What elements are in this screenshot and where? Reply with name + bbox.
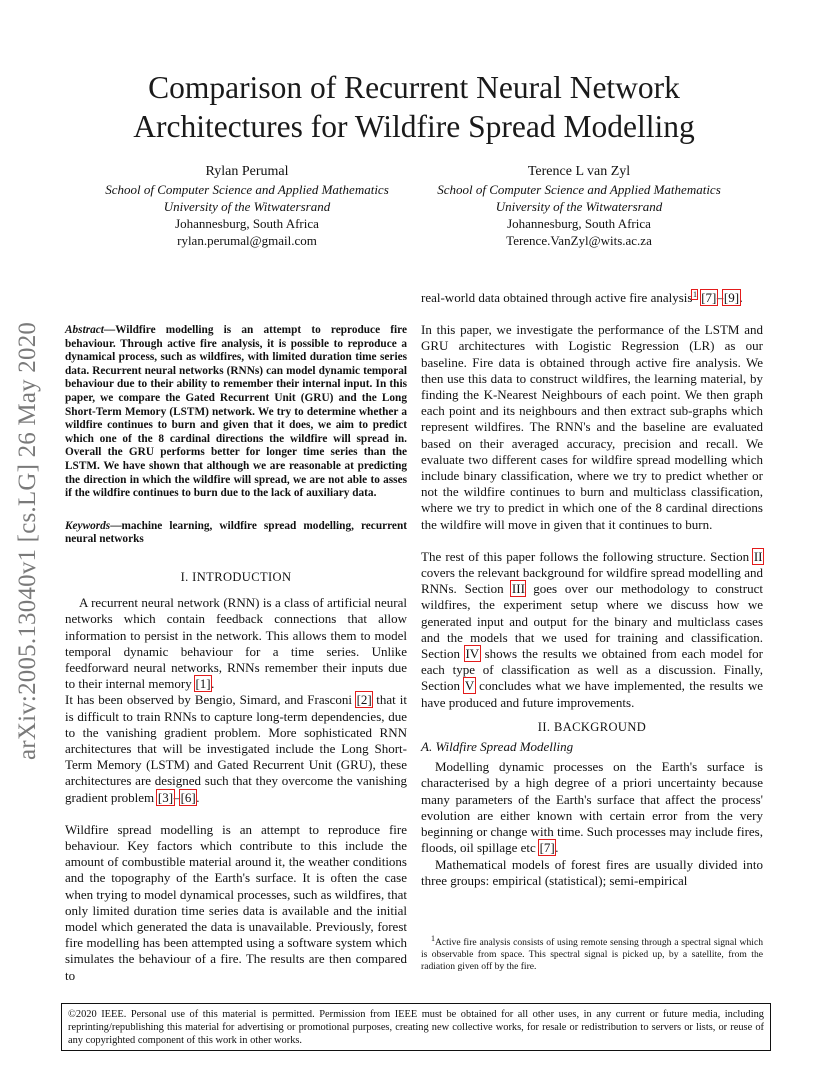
background-paragraph-1 [421,759,763,856]
text-run: . [196,789,200,805]
background-paragraph-2: Mathematical models of forest fires are usually divided into three groups: empirical (statistical); semi-empirical [421,856,763,888]
intro-paragraph-3-continued [421,290,763,306]
section-link[interactable]: V [464,678,475,694]
author-block-1 [82,163,412,249]
citation-link[interactable]: [3] [157,789,174,805]
section-link[interactable]: IV [465,646,480,662]
footnote-link[interactable]: 1 [692,289,697,299]
footnote-mark: 1 [431,933,435,943]
text-run: The rest of this paper follows the following structure. Section [421,548,754,564]
keywords [65,520,407,547]
abstract-text: —Wildfire modelling is an attempt to reproduce fire behaviour. Through active fire analysis, it is possible to reproduce a dynamical process, such as wildfires, with limited duration time series data. Recurrent neural networks (RNNs) can model dynamic temporal behaviour due to their ability to remember their internal input. In this paper, we compare the Gated Recurrent Unit (GRU) and the Long Short-Term Memory (LSTM) network. We try to determine whether a wildfire continues to burn and given that it does, we aim to predict which one of the 8 cardinal directions the wildfire will spread in. Overall the GRU performs better for longer time series than the LSTM. We have shown that although we are reasonable at predicting the direction in which the wildfire will spread, we are not able to asses if the wildfire continues to burn due to the lack of auxiliary data. [65,324,407,500]
footnote-text: Active fire analysis consists of using remote sensing through a spectral signal which is observable from space. This spectral signal is picked up, by a satellite, from the radiation given off by the fire. [421,937,763,972]
author-email[interactable]: Terence.VanZyl@wits.ac.za [506,233,652,248]
text-run: . [211,676,215,692]
author-university: University of the Witwatersrand [495,199,663,214]
paper-title-line-2: Architectures for Wildfire Spread Modelling [133,109,695,144]
text-run: . [739,290,743,305]
text-run: – [716,290,724,305]
author-block-2 [414,163,744,249]
citation-link[interactable]: [6] [180,789,196,805]
citation-link[interactable]: [9] [723,290,740,305]
abstract [65,324,407,501]
subsection-heading-wildfire-spread-modelling: A. Wildfire Spread Modelling [421,739,574,755]
arxiv-stamp: arXiv:2005.13040v1 [cs.LG] 26 May 2020 [14,321,41,760]
section-link[interactable]: II [753,548,763,564]
citation-link[interactable]: [2] [356,692,372,708]
author-email[interactable]: rylan.perumal@gmail.com [177,233,317,248]
text-run: goes over our methodology to construct wildfires, the experiment setup where we discuss how we generated input and output for the binary and multiclass cases and the models that we used for training and classification. Section [421,581,763,662]
citation-link[interactable]: [1] [195,676,211,692]
copyright-notice: ©2020 IEEE. Personal use of this material is permitted. Permission from IEEE must be obtained for all other uses, in any current or future media, including reprinting/republishing this material for advertising or promotional purposes, creating new collective works, for resale or redistribution to servers or lists, or reuse of any copyrighted component of this work in other works. [61,1003,771,1051]
paper-title [60,68,768,146]
author-location: Johannesburg, South Africa [507,216,651,231]
text-run: that it is difficult to train RNNs to capture long-term dependencies, due to the vanishing gradient problem. More sophisticated RNN architectures that will be investigated include the Long Short-Term Memory (LSTM) and Gated Recurrent Unit (GRU), these architectures are designed such that they overcome the vanishing gradient problem [65,692,408,805]
text-run: real-world data obtained through active fire analysis [421,290,693,305]
paper-title-line-1: Comparison of Recurrent Neural Network [148,70,680,105]
intro-paragraph-1 [65,595,407,692]
author-name: Rylan Perumal [205,164,289,179]
author-location: Johannesburg, South Africa [175,216,319,231]
text-run: . [555,840,559,856]
section-link[interactable]: III [511,581,525,597]
left-column [65,290,407,984]
keywords-text: —machine learning, wildfire spread modelling, recurrent neural networks [65,519,407,546]
intro-paragraph-5 [421,549,763,711]
abstract-label: Abstract [65,324,104,336]
section-heading-introduction: I. INTRODUCTION [180,569,292,584]
citation-link[interactable]: [7] [539,840,555,856]
intro-paragraph-3: Wildfire spread modelling is an attempt to reproduce fire behaviour. Key factors which contribute to this include the amount of combustible material around it, the weather conditions and the topography of the Earth's surface. It is often the case when trying to model dynamical processes, such as wildfires, that only limited duration time series data is available and the initial model which generated the data is unavailable. Previously, forest fire modelling has been attempted using a software system which simulates the behaviour of a fire. The results are then compared to [65,821,407,983]
citation-link[interactable]: [7] [701,290,717,305]
text-run: concludes what we have implemented, the results we have produced and future improvements. [421,678,763,710]
intro-paragraph-4: In this paper, we investigate the performance of the LSTM and GRU architectures with Logistic Regression (LR) as our baseline. Fire data is obtained through active fire analysis. We then use this data to construct wildfires, the learning material, by finding the K-Nearest Neighbours of each point. We then graph each point and its neighbours and then extract sub-graphs which represent wildfires. The RNN's and the baseline are evaluated based on their averaged accuracy, precision and recall. We evaluate two different cases for wildfire spread modelling which include binary classification, where we try to predict whether or not the wildfire continues to burn and multiclass classification, where we try to predict in which one of the 8 cardinal directions the wildfire will move in given that it continues to burn. [421,322,763,532]
intro-paragraph-2 [65,692,407,805]
text-run: – [173,789,181,805]
footnote [421,933,763,972]
author-university: University of the Witwatersrand [163,199,331,214]
text-run: It has been observed by Bengio, Simard, and Frasconi [65,692,357,708]
text-run: A recurrent neural network (RNN) is a class of artificial neural networks which contain feedback connections that allow information to persist in the network. This allows them to model temporal dynamic behaviour for a time series. Unlike feedforward neural networks, RNNs remember their inputs due to their internal memory [65,595,407,692]
author-school: School of Computer Science and Applied Mathematics [105,182,389,197]
text-run: covers the relevant background for wildfire spread modelling and RNNs. Section [421,565,763,597]
text-run: Modelling dynamic processes on the Earth's surface is characterised by a high degree of a priori uncertainty because many parameters of the Earth's surface that affect the process' evolution are either known with certain error from the very beginning or change with time. Such processes may include fires, floods, oil spillage etc [421,759,763,856]
right-column [421,290,763,889]
text-run: shows the results we obtained from each model for each type of classification as well as a discussion. Finally, Section [421,646,764,694]
author-school: School of Computer Science and Applied Mathematics [437,182,721,197]
author-name: Terence L van Zyl [527,164,631,179]
keywords-label: Keywords [65,519,111,532]
section-heading-background: II. BACKGROUND [537,719,647,734]
